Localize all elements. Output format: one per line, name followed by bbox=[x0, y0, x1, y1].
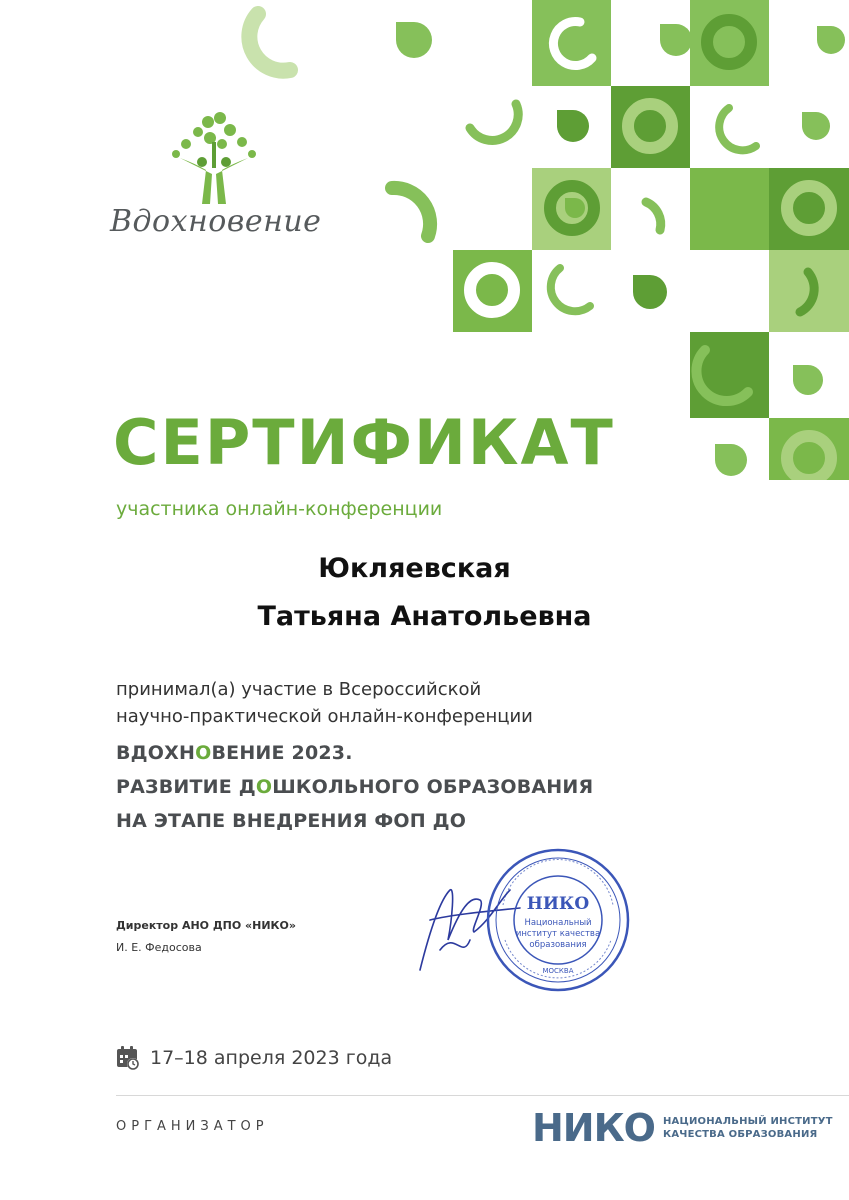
event-title-line-2: РАЗВИТИЕ ДОШКОЛЬНОГО ОБРАЗОВАНИЯ bbox=[116, 776, 594, 798]
signatory-position: Директор АНО ДПО «НИКО» bbox=[116, 919, 296, 932]
event-title-line-1: ВДОХНОВЕНИЕ 2023. bbox=[116, 742, 353, 764]
signatory-name: И. Е. Федосова bbox=[116, 941, 202, 954]
stamp-line-3: образования bbox=[529, 940, 587, 950]
niko-logo-mark: НИКО bbox=[532, 1106, 655, 1150]
certificate-subtitle: участника онлайн-конференции bbox=[116, 498, 443, 520]
vdokhnovenie-logo bbox=[110, 108, 320, 273]
signatory-block bbox=[116, 915, 296, 959]
tree-people-icon bbox=[110, 108, 320, 208]
calendar-icon bbox=[116, 1045, 140, 1071]
recipient-given-names: Татьяна Анатольевна bbox=[257, 601, 592, 632]
stamp-line-2: институт качества bbox=[515, 929, 601, 939]
event-title bbox=[116, 736, 593, 838]
participation-description bbox=[116, 676, 533, 730]
logo-wordmark: Вдохновение bbox=[110, 204, 322, 239]
certificate-title: СЕРТИФИКАТ bbox=[113, 406, 615, 479]
stamp-city: МОСКВА bbox=[542, 967, 574, 975]
organizer-label: ОРГАНИЗАТОР bbox=[116, 1119, 269, 1134]
description-line-1: принимал(а) участие в Всероссийской bbox=[116, 679, 482, 700]
event-title-line-3: НА ЭТАПЕ ВНЕДРЕНИЯ ФОП ДО bbox=[116, 810, 467, 832]
recipient-name bbox=[0, 545, 849, 641]
event-date bbox=[116, 1043, 392, 1073]
recipient-surname: Юкляевская bbox=[318, 553, 511, 584]
event-date-text: 17–18 апреля 2023 года bbox=[150, 1047, 393, 1069]
stamp-title: НИКО bbox=[526, 894, 590, 914]
description-line-2: научно-практической онлайн-конференции bbox=[116, 706, 533, 727]
official-stamp bbox=[483, 845, 633, 995]
niko-organizer-logo bbox=[532, 1105, 833, 1151]
footer-divider bbox=[116, 1095, 849, 1096]
niko-logo-text: НАЦИОНАЛЬНЫЙ ИНСТИТУТ КАЧЕСТВА ОБРАЗОВАНИЯ bbox=[662, 1116, 833, 1140]
stamp-line-1: Национальный bbox=[524, 918, 592, 928]
